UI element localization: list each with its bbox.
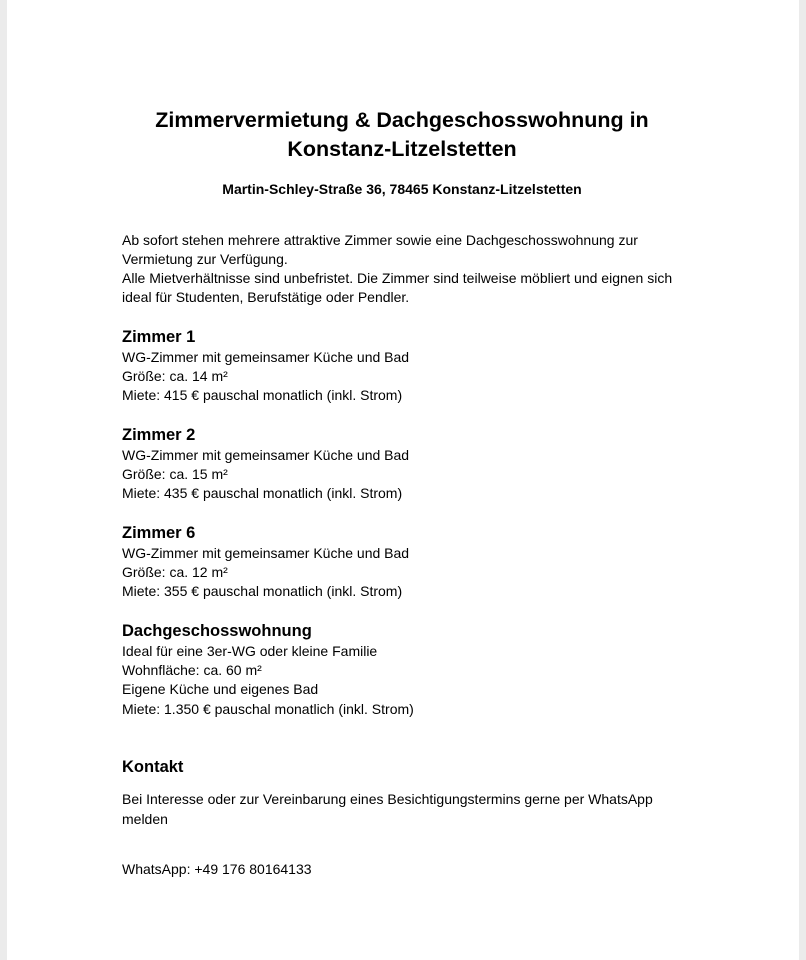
section-line: Eigene Küche und eigenes Bad (122, 681, 319, 698)
intro-text (122, 231, 682, 307)
contact-heading: Kontakt (122, 758, 184, 776)
whatsapp-number: WhatsApp: +49 176 80164133 (122, 861, 312, 877)
section-line: WG-Zimmer mit gemeinsamer Küche und Bad (122, 545, 410, 561)
section-line: Größe: ca. 12 m² (122, 564, 228, 581)
section-line: WG-Zimmer mit gemeinsamer Küche und Bad (122, 447, 410, 463)
document-title: Zimmervermietung & Dachgeschosswohnung in Konstanz-Litzelstetten (155, 108, 649, 162)
document-page (7, 0, 799, 960)
section-heading: Zimmer 6 (122, 524, 196, 542)
section-zimmer-1 (122, 326, 682, 406)
section-zimmer-2 (122, 424, 682, 504)
intro-paragraph-2: Alle Mietverhältnisse sind unbefristet. Die Zimmer sind teilweise möbliert und eignen sich ideal für Studenten, Berufstätige oder Pendler. (122, 270, 673, 305)
section-line: Miete: 435 € pauschal monatlich (inkl. Strom) (122, 485, 403, 502)
intro-paragraph-1: Ab sofort stehen mehrere attraktive Zimmer sowie eine Dachgeschosswohnung zur Vermietung zur Verfügung. (122, 232, 638, 267)
section-heading: Dachgeschosswohnung (122, 622, 312, 640)
section-zimmer-6 (122, 522, 682, 602)
section-dachgeschosswohnung (122, 620, 682, 719)
section-line: Größe: ca. 15 m² (122, 466, 228, 483)
section-line: Miete: 355 € pauschal monatlich (inkl. Strom) (122, 583, 403, 600)
section-line: Miete: 415 € pauschal monatlich (inkl. Strom) (122, 387, 403, 404)
section-line: Größe: ca. 14 m² (122, 368, 228, 385)
section-heading: Zimmer 1 (122, 328, 196, 346)
address: Martin-Schley-Straße 36, 78465 Konstanz-Litzelstetten (222, 181, 582, 197)
contact-text: Bei Interesse oder zur Vereinbarung eines Besichtigungstermins gerne per WhatsApp melden (122, 791, 653, 827)
section-line: Wohnfläche: ca. 60 m² (122, 662, 262, 679)
section-heading: Zimmer 2 (122, 426, 196, 444)
section-line: Ideal für eine 3er-WG oder kleine Familie (122, 643, 378, 659)
section-line: Miete: 1.350 € pauschal monatlich (inkl. Strom) (122, 700, 414, 717)
section-line: WG-Zimmer mit gemeinsamer Küche und Bad (122, 349, 410, 365)
